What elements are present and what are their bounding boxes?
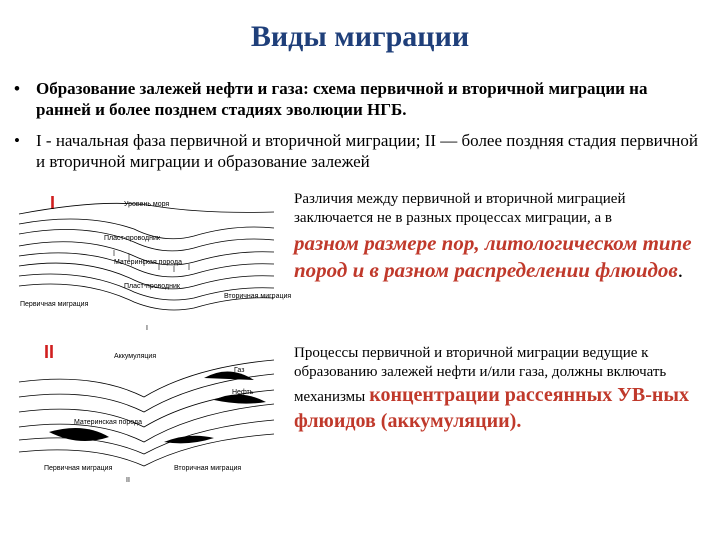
paragraph-plain: Процессы первичной и вторичной миграции ведущие к образованию залежей нефти и/или газа, должны включать механизмы bbox=[294, 345, 667, 405]
label-secondary: Вторичная миграция bbox=[174, 465, 242, 472]
paragraph-accent bbox=[294, 230, 704, 284]
label-primary: Первичная миграция bbox=[44, 465, 113, 472]
bullet-marker: • bbox=[14, 131, 20, 150]
accent-text: концентрации рассеянных УВ-ных флюидов (аккумуляции). bbox=[294, 384, 690, 432]
label-oil: Нефть bbox=[232, 389, 254, 396]
label-source: Материнская порода bbox=[74, 419, 142, 426]
diagram-1-roman: I bbox=[50, 193, 56, 213]
label-gas: Газ bbox=[234, 367, 245, 374]
label-reservoir-bottom: Пласт-проводник bbox=[124, 283, 180, 290]
diagram-1 bbox=[14, 194, 292, 340]
paragraph-processes bbox=[294, 344, 704, 434]
diagram-2-roman: II bbox=[44, 342, 55, 362]
label-primary: Первичная миграция bbox=[20, 301, 89, 308]
label-reservoir-top: Пласт-проводник bbox=[104, 235, 160, 242]
accent-text: разном размере пор, литологическом типе пород и в разном распределении флюидов bbox=[294, 231, 692, 282]
label-caption: II bbox=[126, 477, 130, 484]
accent-period: . bbox=[677, 258, 684, 282]
label-caption: I bbox=[146, 325, 148, 332]
label-source: Материнская порода bbox=[114, 259, 182, 266]
bullet-text: I - начальная фаза первичной и вторичной миграции; II — более поздняя стадия первичной и вторичной миграции и образование залежей bbox=[36, 131, 698, 171]
label-secondary: Вторичная миграция bbox=[224, 293, 292, 300]
diagram-2 bbox=[14, 342, 280, 490]
paragraph-plain: Различия между первичной и вторичной миграцией заключается не в разных процессах миграции, а в bbox=[294, 191, 626, 226]
paragraph-differences bbox=[294, 190, 704, 284]
label-accumulation: Аккумуляция bbox=[114, 353, 157, 360]
bullet-text: Образование залежей нефти и газа: схема первичной и вторичной миграции на ранней и более позднем стадиях эволюции НГБ. bbox=[36, 79, 648, 119]
label-sea-level: Уровень моря bbox=[124, 201, 170, 208]
page-title: Виды миграции bbox=[250, 20, 470, 53]
bullet-marker: • bbox=[14, 79, 20, 98]
